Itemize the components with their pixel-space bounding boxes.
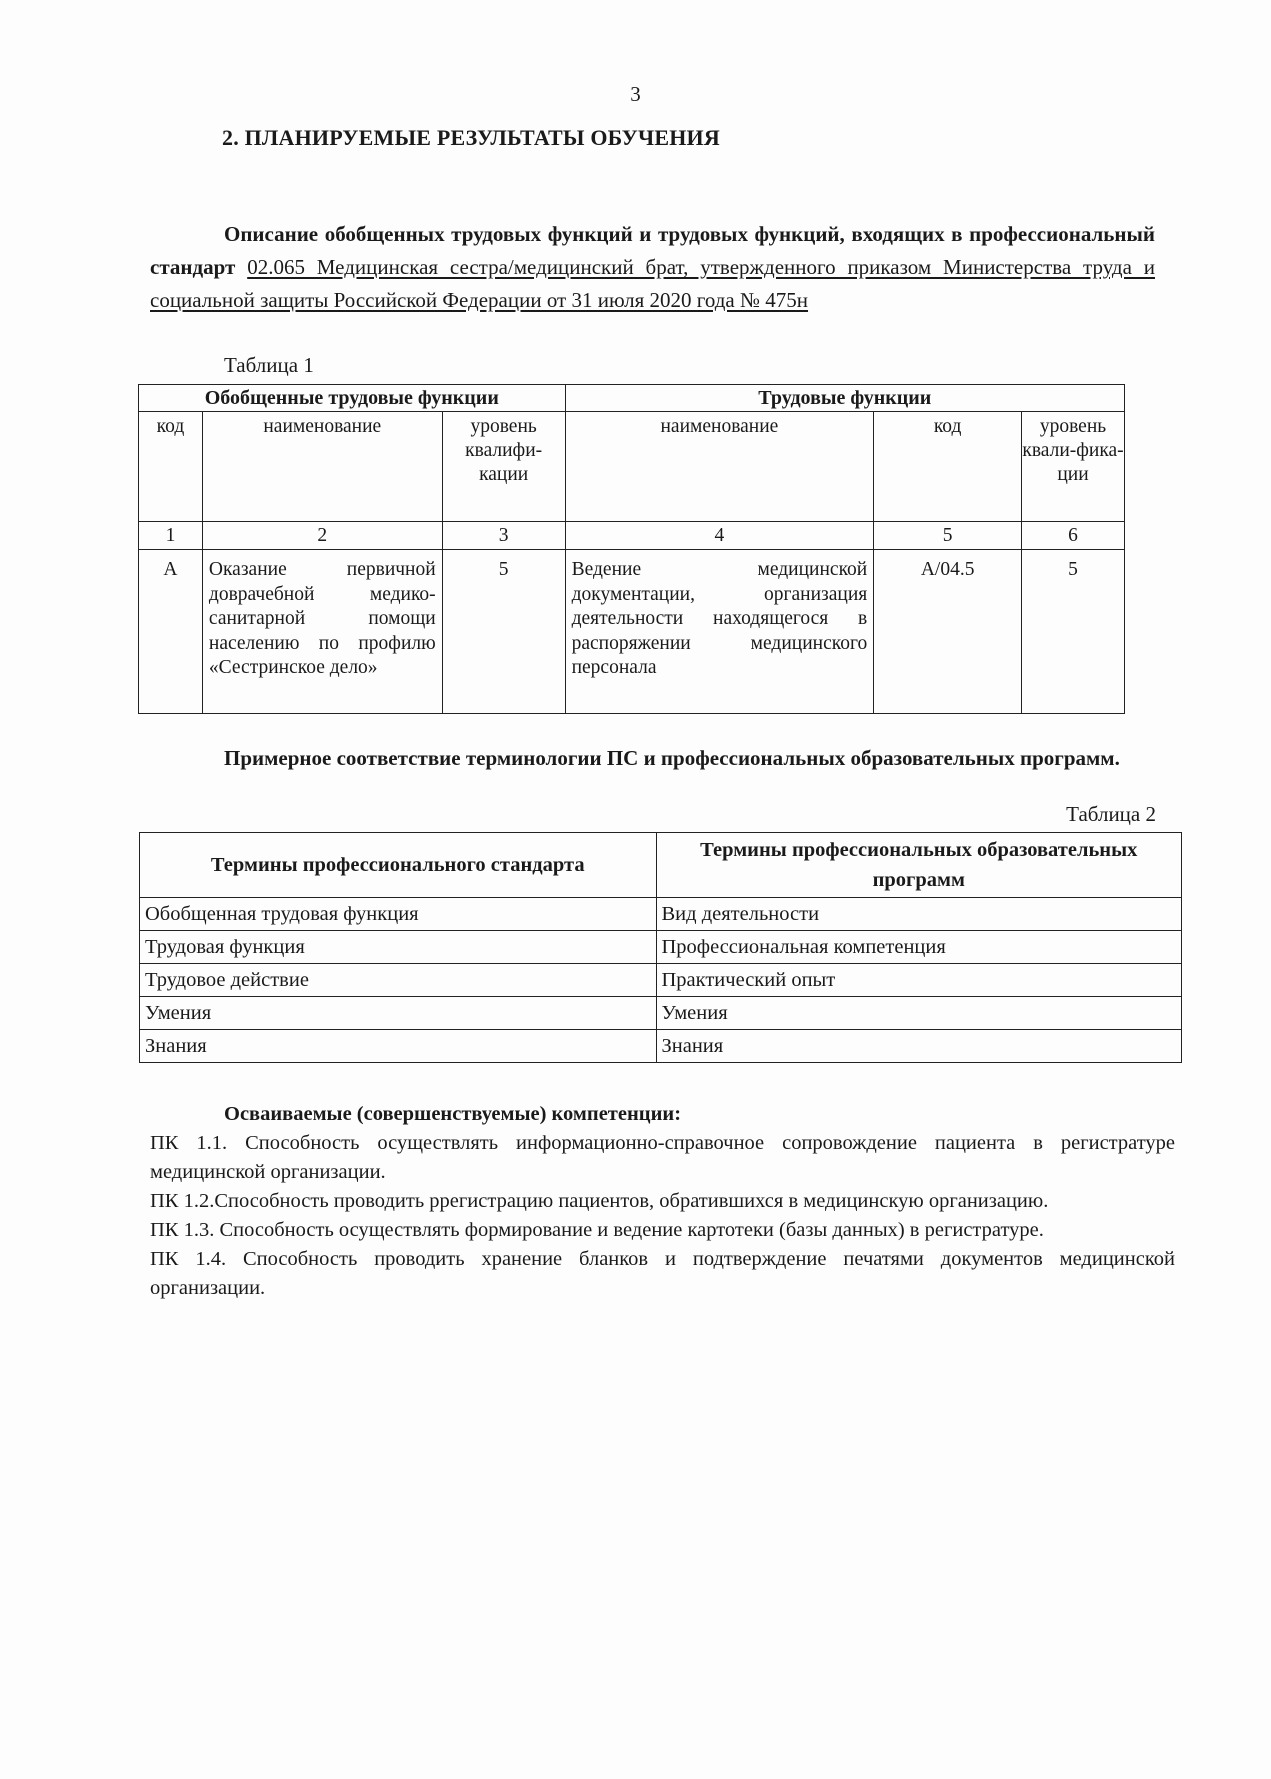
program-term: Умения bbox=[656, 997, 1182, 1030]
col-number: 5 bbox=[874, 522, 1022, 550]
page-number: 3 bbox=[630, 82, 641, 106]
intro-lead: Описание обобщенных трудовых функций и трудовых функций, входящих в профессиональный стандарт bbox=[150, 222, 1155, 279]
group-header-labor-functions: Трудовые функции bbox=[565, 385, 1124, 412]
col-number: 1 bbox=[139, 522, 203, 550]
col-header-standard-terms: Термины профессионального стандарта bbox=[140, 833, 657, 898]
table-row bbox=[140, 1030, 1182, 1063]
section-title: 2. ПЛАНИРУЕМЫЕ РЕЗУЛЬТАТЫ ОБУЧЕНИЯ bbox=[222, 125, 720, 150]
standard-term: Знания bbox=[140, 1030, 657, 1063]
otf-code: А bbox=[139, 550, 203, 714]
col-header-otf-level: уровень квалифи-кации bbox=[442, 412, 565, 522]
col-number: 3 bbox=[442, 522, 565, 550]
col-number: 2 bbox=[202, 522, 442, 550]
terminology-heading: Примерное соответствие терминологии ПС и профессиональных образовательных программ. bbox=[224, 746, 1120, 770]
table-row bbox=[140, 964, 1182, 997]
col-header-otf-code: код bbox=[139, 412, 203, 522]
table-terminology bbox=[139, 832, 1182, 1063]
otf-level: 5 bbox=[442, 550, 565, 714]
competency-item: ПК 1.1. Способность осуществлять информационно-справочное сопровождение пациента в регистратуре медицинской организации. bbox=[150, 1132, 1175, 1183]
standard-term: Трудовое действие bbox=[140, 964, 657, 997]
competency-item: ПК 1.2.Способность проводить ррегистрацию пациентов, обратившихся в медицинскую организацию. bbox=[150, 1190, 1049, 1212]
competency-item: ПК 1.4. Способность проводить хранение бланков и подтверждение печатями документов медицинской организации. bbox=[150, 1248, 1175, 1299]
table1-caption: Таблица 1 bbox=[224, 353, 314, 377]
table-row bbox=[139, 550, 1125, 714]
standard-term: Трудовая функция bbox=[140, 931, 657, 964]
standard-term: Умения bbox=[140, 997, 657, 1030]
col-header-tf-level: уровень квали-фика-ции bbox=[1022, 412, 1125, 522]
table-row bbox=[140, 898, 1182, 931]
table2-caption: Таблица 2 bbox=[1066, 802, 1156, 826]
program-term: Профессиональная компетенция bbox=[656, 931, 1182, 964]
tf-code: A/04.5 bbox=[874, 550, 1022, 714]
tf-name: Ведение медицинской документации, организация деятельности находящегося в распоряжении медицинского персонала bbox=[565, 550, 874, 714]
standard-term: Обобщенная трудовая функция bbox=[140, 898, 657, 931]
competencies-section bbox=[150, 1100, 1175, 1303]
standard-reference: 02.065 Медицинская сестра/медицинский брат, утвержденного приказом Министерства труда и социальной защиты Российской Федерации от 31 июля 2020 года № 475н bbox=[150, 255, 1155, 312]
table-labor-functions bbox=[138, 384, 1125, 714]
otf-name: Оказание первичной доврачебной медико-санитарной помощи населению по профилю «Сестринское дело» bbox=[202, 550, 442, 714]
col-header-program-terms: Термины профессиональных образовательных программ bbox=[656, 833, 1182, 898]
col-header-tf-code: код bbox=[874, 412, 1022, 522]
col-header-otf-name: наименование bbox=[202, 412, 442, 522]
col-number: 4 bbox=[565, 522, 874, 550]
col-number: 6 bbox=[1022, 522, 1125, 550]
program-term: Знания bbox=[656, 1030, 1182, 1063]
competency-item: ПК 1.3. Способность осуществлять формирование и ведение картотеки (базы данных) в регистратуре. bbox=[150, 1219, 1044, 1241]
competencies-title: Осваиваемые (совершенствуемые) компетенции: bbox=[224, 1103, 682, 1125]
intro-paragraph bbox=[150, 218, 1155, 317]
tf-level: 5 bbox=[1022, 550, 1125, 714]
table-row bbox=[140, 931, 1182, 964]
table-row bbox=[140, 997, 1182, 1030]
group-header-generalized: Обобщенные трудовые функции bbox=[139, 385, 566, 412]
col-header-tf-name: наименование bbox=[565, 412, 874, 522]
program-term: Вид деятельности bbox=[656, 898, 1182, 931]
program-term: Практический опыт bbox=[656, 964, 1182, 997]
